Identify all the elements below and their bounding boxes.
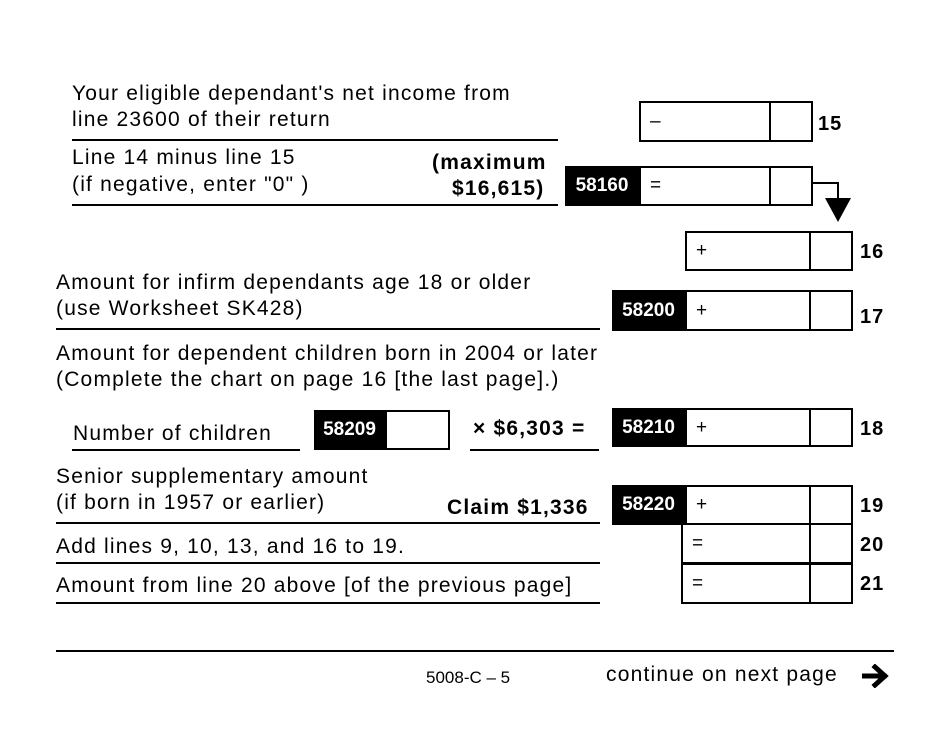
line17-description-2: (use Worksheet SK428) — [56, 297, 304, 320]
line-number-18: 18 — [860, 418, 885, 440]
cents-divider — [809, 565, 811, 602]
equals-sign: = — [692, 572, 704, 594]
cents-divider — [809, 410, 811, 445]
line15-description-2: line 23600 of their return — [72, 108, 331, 131]
line15-amount-field[interactable] — [639, 101, 813, 142]
line-number-19: 19 — [860, 495, 885, 517]
cents-divider — [809, 525, 811, 562]
children-heading-2: (Complete the chart on page 16 [the last page].) — [56, 368, 560, 391]
plus-sign: + — [696, 240, 708, 261]
children-heading-1: Amount for dependent children born in 2004 or later — [56, 342, 599, 365]
maximum-label: (maximum — [432, 151, 547, 174]
line16calc-underline — [72, 204, 558, 206]
line16calc-amount-field[interactable] — [639, 166, 813, 206]
line16-amount-field[interactable] — [685, 231, 853, 271]
number-of-children-label: Number of children — [73, 422, 273, 445]
arrow-right-icon — [862, 664, 890, 688]
minus-sign: – — [650, 110, 661, 132]
line19-description-2: (if born in 1957 or earlier) — [56, 491, 326, 514]
line21-description: Amount from line 20 above [of the previous page] — [56, 574, 573, 597]
line19-amount-field[interactable] — [685, 485, 853, 525]
line16calc-description-1: Line 14 minus line 15 — [72, 146, 296, 169]
line17-underline — [56, 328, 600, 330]
field-code-58160: 58160 — [565, 166, 639, 206]
arrow-down-icon — [810, 180, 856, 226]
line-number-17: 17 — [860, 306, 885, 328]
multiplier-underline — [470, 449, 599, 451]
field-code-58210: 58210 — [612, 408, 685, 447]
plus-sign: + — [696, 416, 708, 438]
line17-amount-field[interactable] — [685, 290, 853, 331]
line18-amount-field[interactable] — [685, 408, 853, 447]
line19-underline — [56, 522, 600, 524]
senior-claim-amount: Claim $1,336 — [447, 496, 589, 519]
plus-sign: + — [696, 299, 708, 321]
equals-sign: = — [650, 175, 662, 196]
line20-description: Add lines 9, 10, 13, and 16 to 19. — [56, 535, 406, 558]
line15-underline — [72, 139, 558, 141]
cents-divider — [809, 487, 811, 523]
line19-description-1: Senior supplementary amount — [56, 465, 369, 488]
cents-divider — [769, 168, 771, 204]
cents-divider — [809, 233, 811, 269]
continue-next-page-text: continue on next page — [606, 663, 838, 686]
line21-amount-field[interactable] — [681, 563, 853, 604]
cents-divider — [809, 292, 811, 329]
field-code-58200: 58200 — [612, 290, 685, 331]
children-label-underline — [72, 449, 300, 451]
field-code-58220: 58220 — [612, 485, 685, 525]
line-number-20: 20 — [860, 534, 885, 556]
line20-underline — [56, 562, 600, 564]
line15-description-1: Your eligible dependant's net income from — [72, 82, 511, 105]
line20-amount-field[interactable] — [681, 523, 853, 564]
children-multiplier: × $6,303 = — [473, 417, 586, 440]
line21-underline — [56, 602, 600, 604]
plus-sign: + — [696, 494, 708, 515]
field-code-58209: 58209 — [314, 410, 385, 450]
footer-rule — [56, 650, 894, 652]
line-number-16: 16 — [860, 241, 885, 263]
line17-description-1: Amount for infirm dependants age 18 or older — [56, 271, 532, 294]
cents-divider — [769, 103, 771, 140]
number-of-children-field[interactable] — [385, 410, 450, 450]
line-number-21: 21 — [860, 573, 885, 595]
line-number-15: 15 — [818, 113, 843, 135]
maximum-amount: $16,615) — [452, 177, 545, 200]
form-page-id: 5008-C – 5 — [426, 668, 511, 687]
equals-sign: = — [692, 532, 704, 554]
line16calc-description-2: (if negative, enter "0" ) — [72, 173, 310, 196]
